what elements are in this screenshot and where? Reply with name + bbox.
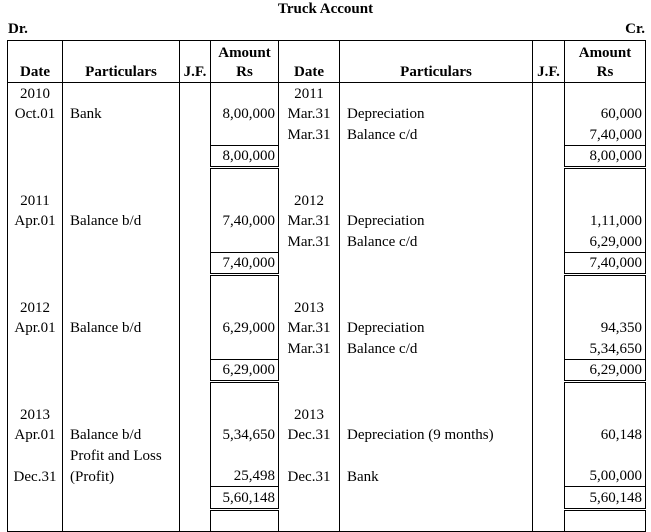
credit-date [279,509,340,532]
credit-particulars [340,168,533,190]
debit-amount: 7,40,000 [211,252,279,275]
credit-particulars-header: Particulars [340,41,533,83]
account-title: Truck Account [277,1,374,17]
credit-jf [533,297,565,318]
debit-amount: 8,00,000 [211,145,279,168]
credit-amount [565,382,646,404]
ledger-row [8,104,646,125]
debit-date [8,124,63,145]
debit-amount: 6,29,000 [211,359,279,382]
debit-jf [180,466,211,487]
debit-particulars: (Profit) [63,466,180,487]
ledger-row [8,338,646,359]
credit-jf [533,168,565,190]
debit-jf [180,211,211,232]
credit-particulars [340,145,533,168]
credit-amount [565,190,646,211]
debit-amount [211,83,279,104]
credit-particulars [340,382,533,404]
debit-date [8,231,63,252]
debit-particulars [63,231,180,252]
debit-date [8,168,63,190]
credit-date [279,359,340,382]
credit-date [279,275,340,297]
debit-jf [180,425,211,446]
debit-particulars [63,124,180,145]
debit-jf [180,318,211,339]
credit-particulars: Depreciation [340,104,533,125]
debit-amount [211,382,279,404]
credit-particulars [340,252,533,275]
debit-jf [180,168,211,190]
credit-particulars [340,297,533,318]
debit-jf [180,145,211,168]
ledger-row [8,445,646,466]
credit-jf [533,231,565,252]
debit-date: Oct.01 [8,104,63,125]
debit-amount [211,231,279,252]
credit-date-header: Date [279,41,340,83]
credit-date [279,145,340,168]
debit-amount [211,297,279,318]
amount-unit: Rs [596,64,614,80]
debit-date [8,382,63,404]
credit-date [279,487,340,510]
credit-amount: 8,00,000 [565,145,646,168]
credit-date: Mar.31 [279,231,340,252]
debit-particulars [63,487,180,510]
credit-particulars [340,487,533,510]
credit-amount: 60,000 [565,104,646,125]
credit-amount [565,445,646,466]
debit-amount: 6,29,000 [211,318,279,339]
credit-particulars: Depreciation [340,318,533,339]
ledger-row [8,359,646,382]
debit-particulars: Balance b/d [63,211,180,232]
credit-particulars [340,509,533,532]
debit-jf [180,338,211,359]
credit-amount: 1,11,000 [565,211,646,232]
credit-jf [533,145,565,168]
debit-date [8,252,63,275]
debit-particulars: Profit and Loss [63,445,180,466]
credit-amount: 7,40,000 [565,252,646,275]
credit-date: Mar.31 [279,124,340,145]
amount-label: Amount [578,45,632,61]
credit-amount: 94,350 [565,318,646,339]
ledger-table [7,40,646,532]
debit-amount [211,190,279,211]
credit-particulars [340,190,533,211]
debit-particulars [63,83,180,104]
ledger-row [8,509,646,532]
debit-jf [180,404,211,425]
debit-particulars [63,382,180,404]
credit-date: Mar.31 [279,211,340,232]
debit-amount: 5,34,650 [211,425,279,446]
credit-particulars: Depreciation (9 months) [340,425,533,446]
debit-amount [211,124,279,145]
debit-date [8,145,63,168]
debit-date: 2011 [8,190,63,211]
debit-date: Dec.31 [8,466,63,487]
credit-jf-header: J.F. [533,41,565,83]
debit-jf [180,445,211,466]
credit-amount-header [565,41,646,83]
debit-jf [180,124,211,145]
ledger-row [8,297,646,318]
debit-date: Apr.01 [8,425,63,446]
credit-jf [533,318,565,339]
debit-jf [180,382,211,404]
amount-label: Amount [218,45,271,61]
credit-jf [533,275,565,297]
credit-particulars [340,275,533,297]
credit-jf [533,466,565,487]
ledger-row [8,83,646,104]
debit-particulars [63,252,180,275]
credit-amount [565,83,646,104]
debit-date [8,445,63,466]
credit-date: 2011 [279,83,340,104]
credit-jf [533,104,565,125]
credit-jf [533,359,565,382]
credit-particulars [340,359,533,382]
debit-date-header: Date [8,41,63,83]
credit-amount: 7,40,000 [565,124,646,145]
credit-particulars: Depreciation [340,211,533,232]
debit-date [8,275,63,297]
debit-particulars [63,509,180,532]
ledger-row [8,231,646,252]
debit-jf [180,190,211,211]
credit-amount [565,275,646,297]
credit-amount: 6,29,000 [565,231,646,252]
debit-particulars: Balance b/d [63,425,180,446]
debit-date: 2013 [8,404,63,425]
debit-date [8,487,63,510]
credit-date: Dec.31 [279,466,340,487]
credit-amount: 60,148 [565,425,646,446]
credit-date: Mar.31 [279,104,340,125]
credit-jf [533,509,565,532]
amount-unit: Rs [236,64,253,80]
credit-jf [533,211,565,232]
debit-amount: 8,00,000 [211,104,279,125]
credit-amount: 5,60,148 [565,487,646,510]
credit-date: 2013 [279,297,340,318]
debit-amount [211,404,279,425]
credit-amount [565,168,646,190]
debit-jf [180,297,211,318]
credit-amount: 5,34,650 [565,338,646,359]
credit-date [279,445,340,466]
credit-jf [533,338,565,359]
credit-jf [533,445,565,466]
ledger-row [8,425,646,446]
credit-date: Mar.31 [279,338,340,359]
debit-particulars [63,297,180,318]
debit-amount [211,338,279,359]
ledger-row [8,190,646,211]
debit-jf [180,275,211,297]
ledger-body [8,83,646,532]
ledger-row [8,252,646,275]
debit-jf [180,231,211,252]
debit-date: 2010 [8,83,63,104]
credit-amount [565,404,646,425]
debit-jf [180,83,211,104]
debit-jf [180,252,211,275]
credit-particulars [340,404,533,425]
credit-amount [565,297,646,318]
debit-particulars: Bank [63,104,180,125]
debit-amount [211,168,279,190]
credit-date: 2012 [279,190,340,211]
ledger-row [8,168,646,190]
credit-date: Dec.31 [279,425,340,446]
debit-particulars [63,145,180,168]
header-row [8,41,646,83]
ledger-row [8,404,646,425]
debit-date [8,338,63,359]
credit-date: Mar.31 [279,318,340,339]
debit-date [8,509,63,532]
debit-particulars [63,404,180,425]
debit-amount-header [211,41,279,83]
debit-particulars [63,338,180,359]
credit-jf [533,252,565,275]
debit-amount [211,509,279,532]
credit-particulars: Balance c/d [340,124,533,145]
credit-amount: 5,00,000 [565,466,646,487]
ledger-row [8,466,646,487]
debit-amount: 25,498 [211,466,279,487]
debit-amount [211,275,279,297]
credit-jf [533,190,565,211]
credit-particulars [340,83,533,104]
debit-particulars [63,359,180,382]
debit-jf [180,104,211,125]
debit-jf [180,509,211,532]
credit-particulars: Balance c/d [340,338,533,359]
ledger-row [8,487,646,510]
ledger-row [8,211,646,232]
credit-date [279,252,340,275]
credit-particulars [340,445,533,466]
ledger-row [8,318,646,339]
ledger-row [8,145,646,168]
debit-date: 2012 [8,297,63,318]
credit-particulars: Balance c/d [340,231,533,252]
debit-amount: 5,60,148 [211,487,279,510]
debit-particulars-header: Particulars [63,41,180,83]
debit-date: Apr.01 [8,211,63,232]
debit-particulars [63,168,180,190]
credit-date [279,168,340,190]
debit-particulars [63,275,180,297]
credit-amount: 6,29,000 [565,359,646,382]
debit-jf-header: J.F. [180,41,211,83]
debit-particulars: Balance b/d [63,318,180,339]
debit-date [8,359,63,382]
credit-jf [533,404,565,425]
debit-amount: 7,40,000 [211,211,279,232]
credit-jf [533,425,565,446]
credit-jf [533,124,565,145]
ledger-row [8,124,646,145]
debit-jf [180,487,211,510]
credit-jf [533,382,565,404]
credit-date: 2013 [279,404,340,425]
credit-date [279,382,340,404]
credit-label: Cr. [625,21,645,37]
ledger-row [8,382,646,404]
credit-jf [533,487,565,510]
credit-amount [565,509,646,532]
debit-label: Dr. [8,21,28,37]
credit-particulars: Bank [340,466,533,487]
debit-jf [180,359,211,382]
ledger-row [8,275,646,297]
debit-particulars [63,190,180,211]
debit-date: Apr.01 [8,318,63,339]
credit-jf [533,83,565,104]
debit-amount [211,445,279,466]
